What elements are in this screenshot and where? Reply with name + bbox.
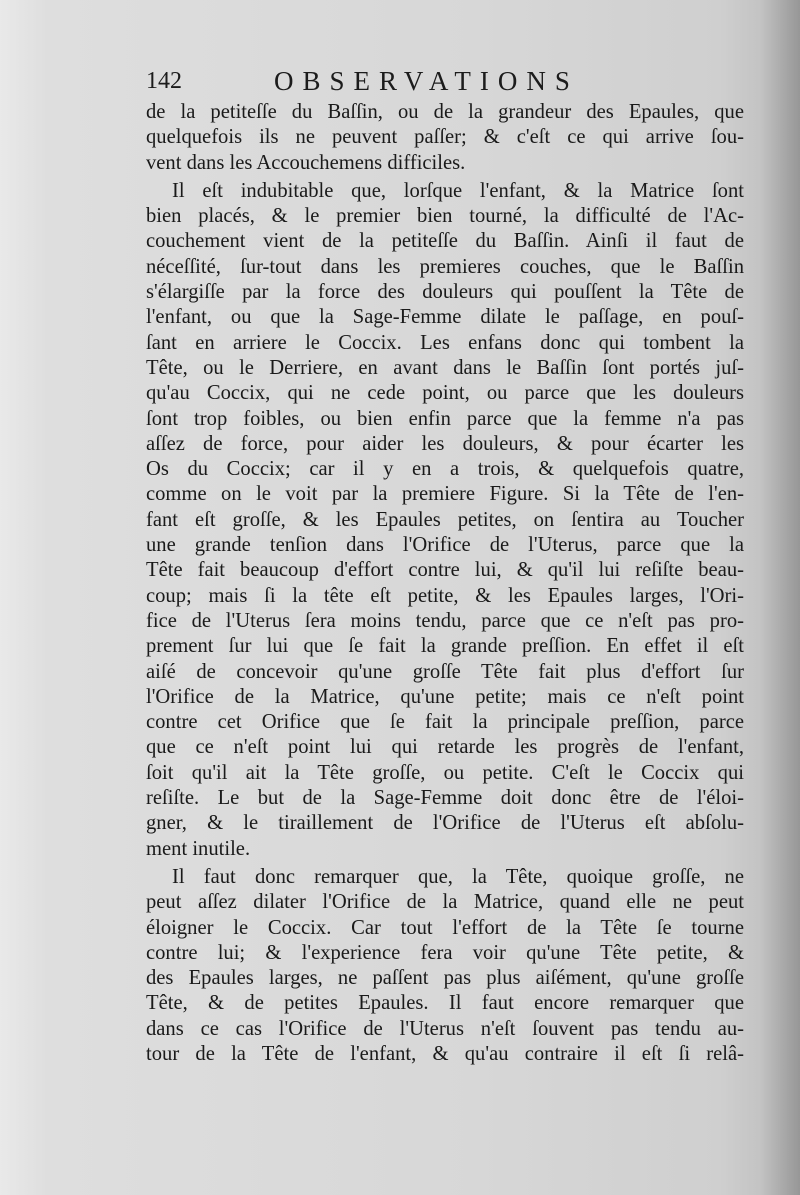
text-line: vent dans les Accouchemens difficiles. (146, 151, 466, 174)
text-line: gner, & le tiraillement de l'Orifice de l'Uterus eſt abſolu- (146, 812, 744, 835)
text-line: Il eſt indubitable que, lorſque l'enfant, & la Matrice ſont (172, 179, 744, 202)
text-line: dans ce cas l'Orifice de l'Uterus n'eſt ſouvent pas tendu au- (146, 1017, 744, 1040)
text-line: s'élargiſſe par la force des douleurs qui pouſſent la Tête de (146, 281, 744, 304)
text-line: Os du Coccix; car il y en a trois, & quelquefois quatre, (146, 458, 744, 481)
text-line: Tête, ou le Derriere, en avant dans le Baſſin ſont portés juſ- (146, 356, 744, 379)
text-line: prement ſur lui que ſe fait la grande preſſion. En effet il eſt (146, 635, 744, 658)
page-number: 142 (146, 68, 182, 94)
text-line: peut aſſez dilater l'Orifice de la Matrice, quand elle ne peut (146, 891, 744, 914)
text-line: coup; mais ſi la tête eſt petite, & les Epaules larges, l'Ori- (146, 584, 744, 607)
text-line: fice de l'Uterus ſera moins tendu, parce que ce n'eſt pas pro- (146, 609, 744, 632)
text-line: ſant en arriere le Coccix. Les enfans donc qui tombent la (146, 331, 744, 354)
text-line: bien placés, & le premier bien tourné, la difficulté de l'Ac- (146, 205, 744, 228)
text-line: Il faut donc remarquer que, la Tête, quoique groſſe, ne (172, 865, 744, 888)
text-line: fant eſt groſſe, & les Epaules petites, on ſentira au Toucher (146, 508, 744, 531)
text-line: ſont trop foibles, ou bien enfin parce que la femme n'a pas (146, 407, 744, 430)
text-line: quelquefois ils ne peuvent paſſer; & c'eſt ce qui arrive ſou- (146, 126, 744, 149)
text-line: reſiſte. Le but de la Sage-Femme doit donc être de l'éloi- (146, 787, 744, 810)
text-line: aſſez de force, pour aider les douleurs, & pour écarter les (146, 432, 744, 455)
text-line: aiſé de concevoir qu'une groſſe Tête fait plus d'effort ſur (146, 660, 744, 683)
text-line: néceſſité, ſur-tout dans les premieres couches, que le Baſſin (146, 255, 744, 278)
text-line: une grande tenſion dans l'Orifice de l'Uterus, parce que la (146, 534, 744, 557)
page-header (146, 66, 746, 100)
text-line: Tête, & de petites Epaules. Il faut encore remarquer que (146, 992, 744, 1015)
text-line: ment inutile. (146, 837, 251, 860)
text-line: contre lui; & l'experience fera voir qu'une Tête petite, & (146, 941, 744, 964)
text-line: éloigner le Coccix. Car tout l'effort de la Tête ſe tourne (146, 916, 744, 939)
text-line: contre cet Orifice que ſe fait la principale preſſion, parce (146, 711, 744, 734)
text-line: que ce n'eſt point lui qui retarde les progrès de l'enfant, (146, 736, 744, 759)
text-line: ſoit qu'il ait la Tête groſſe, ou petite. C'eſt le Coccix qui (146, 761, 744, 784)
text-line: couchement vient de la petiteſſe du Baſſin. Ainſi il faut de (146, 230, 744, 253)
text-line: qu'au Coccix, qui ne cede point, ou parce que les douleurs (146, 382, 744, 405)
text-line: Tête fait beaucoup d'effort contre lui, & qu'il lui reſiſte beau- (146, 559, 744, 582)
text-line: tour de la Tête de l'enfant, & qu'au contraire il eſt ſi relâ- (146, 1042, 744, 1065)
text-line: l'Orifice de la Matrice, qu'une petite; mais ce n'eſt point (146, 685, 744, 708)
text-line: de la petiteſſe du Baſſin, ou de la grandeur des Epaules, que (146, 101, 744, 123)
running-title: OBSERVATIONS (274, 66, 579, 96)
text-line: des Epaules larges, ne paſſent pas plus aiſément, qu'une groſſe (146, 967, 744, 990)
text-line: comme on le voit par la premiere Figure. Si la Tête de l'en- (146, 483, 744, 506)
text-line: l'enfant, ou que la Sage-Femme dilate le paſſage, en pouſ- (146, 306, 744, 329)
body-text (146, 100, 744, 1067)
